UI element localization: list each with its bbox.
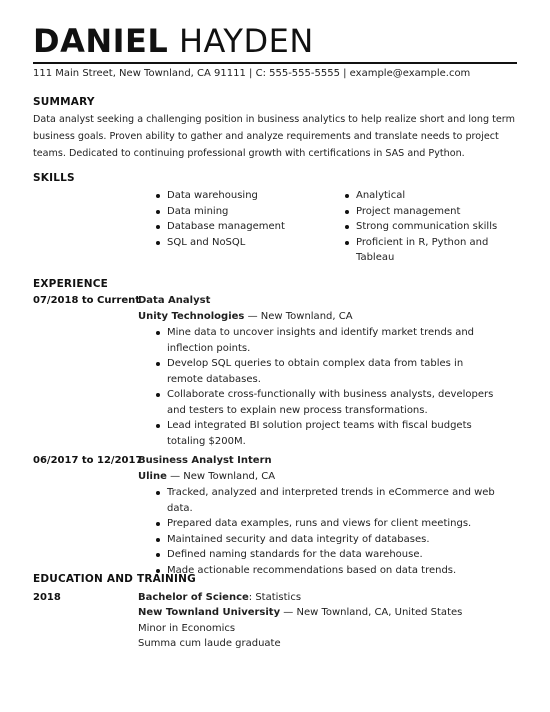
responsibility-item: Mine data to uncover insights and identify market trends and inflection points. (155, 325, 495, 356)
job-dates: 07/2018 to Current (33, 295, 141, 306)
skills-list-right (344, 188, 514, 266)
company-name: Uline (138, 471, 167, 482)
job-title: Data Analyst (138, 295, 211, 306)
education-heading: EDUCATION AND TRAINING (33, 573, 196, 585)
skill-item: Project management (344, 204, 514, 220)
company-location: — New Townland, CA (166, 471, 276, 482)
education-honors: Summa cum laude graduate (138, 638, 281, 649)
company-location: — New Townland, CA (244, 311, 353, 322)
skill-item: Database management (155, 219, 325, 235)
summary-text: Data analyst seeking a challenging position in business analytics to help realize short and long term business goals. Proven ability to gather and analyze requirements and translate needs to project teams. Dedicated to continuing professional growth with certifications in SAS and Python. (33, 114, 515, 159)
education-degree (138, 590, 301, 605)
skill-item: SQL and NoSQL (155, 235, 325, 251)
responsibility-item: Prepared data examples, runs and views for client meetings. (155, 516, 515, 532)
job-title: Business Analyst Intern (138, 455, 272, 466)
responsibility-item: Lead integrated BI solution project teams with fiscal budgets totaling $200M. (155, 418, 495, 449)
responsibility-item: Defined naming standards for the data warehouse. (155, 547, 515, 563)
job-company (138, 469, 275, 484)
first-name: DANIEL (33, 22, 169, 60)
responsibility-item: Develop SQL queries to obtain complex data from tables in remote databases. (155, 356, 495, 387)
degree-field: : Statistics (248, 592, 302, 603)
skill-item: Proficient in R, Python and Tableau (344, 235, 514, 266)
education-school (138, 605, 462, 620)
skill-item: Data mining (155, 204, 325, 220)
company-name: Unity Technologies (138, 311, 245, 322)
skill-item: Strong communication skills (344, 219, 514, 235)
skill-item: Data warehousing (155, 188, 325, 204)
skills-list-left (155, 188, 325, 250)
experience-heading: EXPERIENCE (33, 278, 108, 290)
job-dates: 06/2017 to 12/2017 (33, 455, 143, 466)
degree-name: Bachelor of Science (138, 592, 249, 603)
responsibility-item: Tracked, analyzed and interpreted trends in eCommerce and web data. (155, 485, 515, 516)
responsibility-item: Maintained security and data integrity of databases. (155, 532, 515, 548)
job-responsibilities (155, 485, 515, 578)
header-divider (33, 62, 517, 64)
school-location: — New Townland, CA, United States (280, 607, 463, 618)
skills-heading: SKILLS (33, 172, 75, 184)
school-name: New Townland University (138, 607, 281, 618)
responsibility-item: Made actionable recommendations based on data trends. (155, 563, 515, 579)
skill-item: Analytical (344, 188, 514, 204)
job-responsibilities (155, 325, 495, 449)
last-name: HAYDEN (178, 22, 314, 60)
education-minor: Minor in Economics (138, 623, 236, 634)
contact-line: 111 Main Street, New Townland, CA 91111 | C: 555-555-5555 | example@example.com (33, 68, 471, 79)
candidate-name (33, 22, 314, 60)
job-company (138, 309, 353, 324)
education-year: 2018 (33, 592, 61, 603)
responsibility-item: Collaborate cross-functionally with business analysts, developers and testers to explain new process transformations. (155, 387, 495, 418)
summary-heading: SUMMARY (33, 96, 95, 108)
